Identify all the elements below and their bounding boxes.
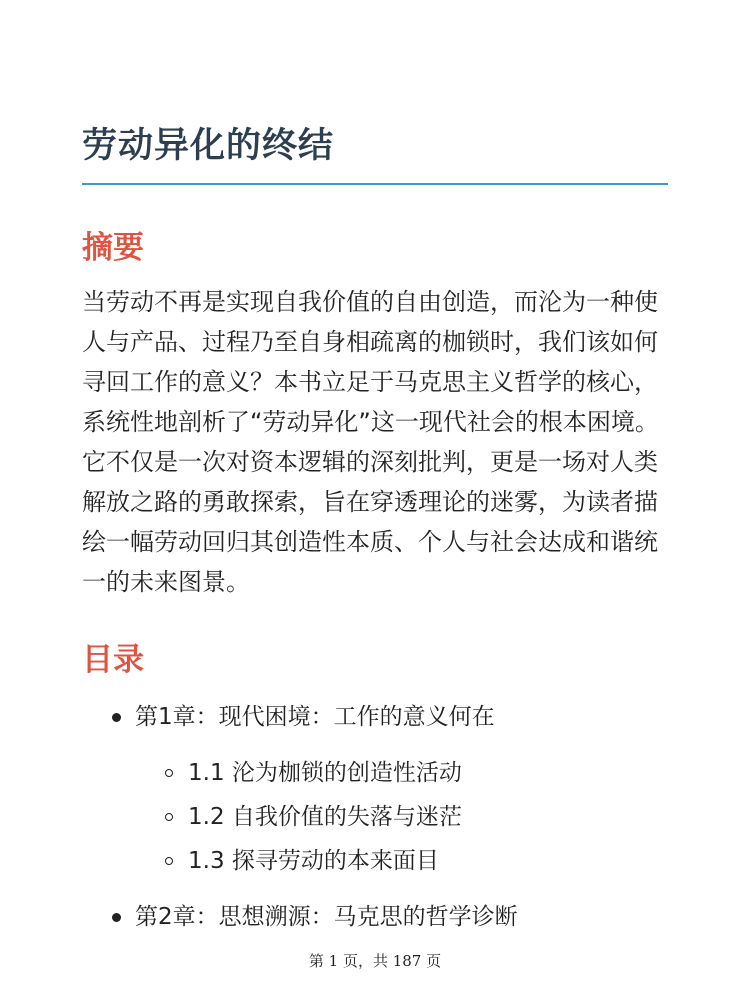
toc-section-1-3[interactable]: 1.3 探寻劳动的本来面目 <box>188 848 439 874</box>
toc-heading: 目录 <box>82 642 144 678</box>
toc-section-1-1[interactable]: 1.1 沦为枷锁的创造性活动 <box>188 760 462 786</box>
toc-chapter-1[interactable]: 第1章：现代困境：工作的意义何在 <box>135 704 495 730</box>
bullet-circle-icon <box>165 769 173 777</box>
document-title: 劳动异化的终结 <box>82 126 335 166</box>
title-divider <box>82 183 668 185</box>
abstract-text: 当劳动不再是实现自我价值的自由创造，而沦为一种使人与产品、过程乃至自身相疏离的枷锁时，我们该如何寻回工作的意义？本书立足于马克思主义哲学的核心，系统性地剖析了“劳动异化”这一现代社会的根本困境。它不仅是一次对资本逻辑的深刻批判，更是一场对人类解放之路的勇敢探索，旨在穿透理论的迷雾，为读者描绘一幅劳动回归其创造性本质、个人与社会达成和谐统一的未来图景。 <box>82 288 659 596</box>
abstract-heading: 摘要 <box>82 230 144 266</box>
page-number: 第 1 页，共 187 页 <box>308 952 442 970</box>
bullet-disc-icon <box>112 913 121 922</box>
bullet-circle-icon <box>165 857 173 865</box>
bullet-circle-icon <box>165 813 173 821</box>
toc-section-1-2[interactable]: 1.2 自我价值的失落与迷茫 <box>188 804 462 830</box>
bullet-disc-icon <box>112 713 121 722</box>
toc-chapter-2[interactable]: 第2章：思想溯源：马克思的哲学诊断 <box>135 904 518 930</box>
